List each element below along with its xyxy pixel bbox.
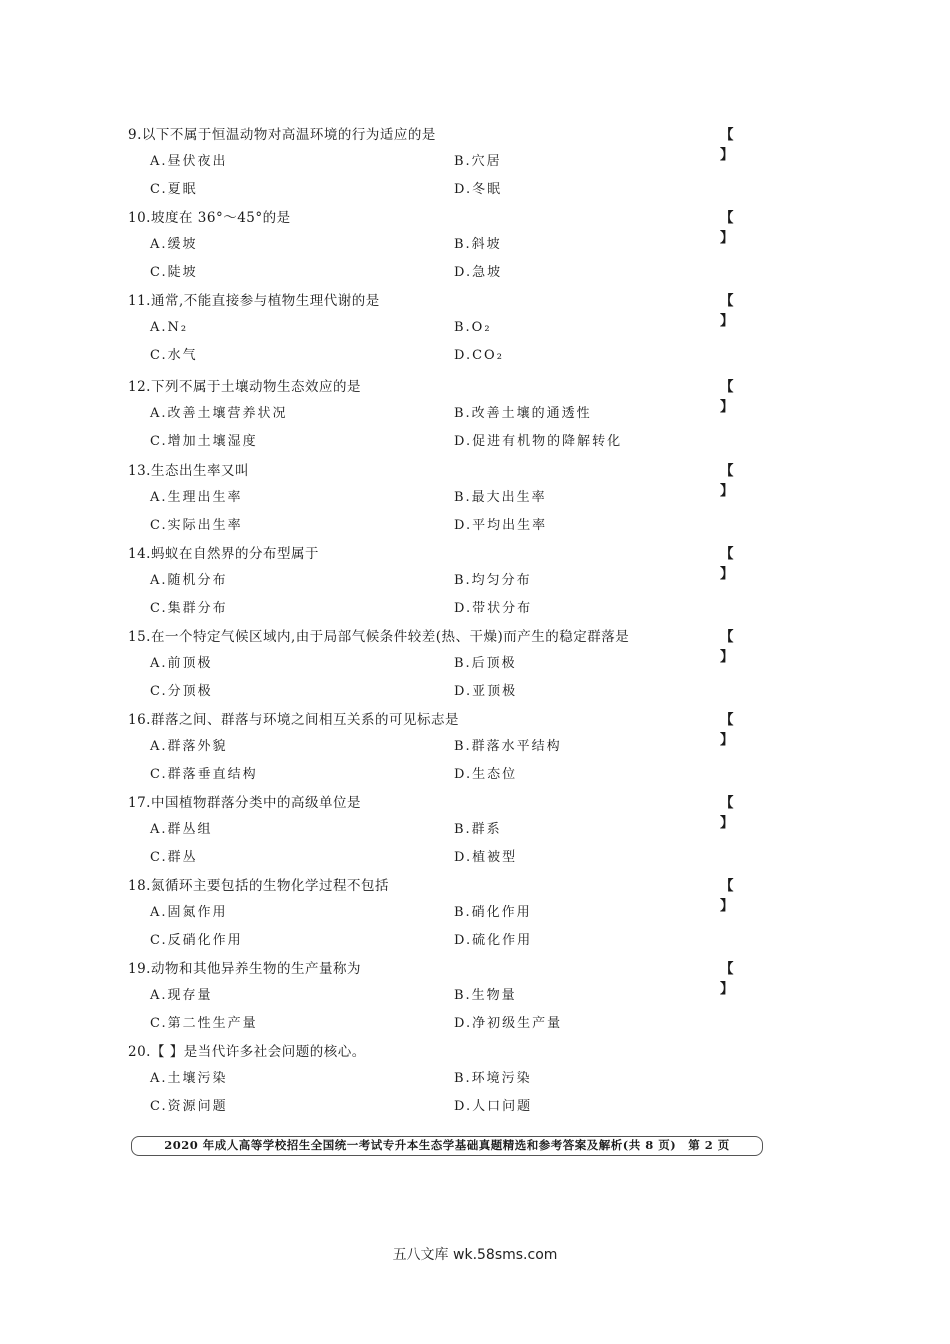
question-12 — [128, 377, 768, 461]
option-c: C.群丛 — [150, 850, 198, 865]
option-c: C.陡坡 — [150, 265, 198, 280]
option-b: B.均匀分布 — [454, 573, 532, 588]
answer-bracket: 【 】 — [720, 878, 752, 914]
question-stem: 15.在一个特定气候区域内,由于局部气候条件较差(热、干燥)而产生的稳定群落是 — [128, 629, 630, 645]
option-d: D.植被型 — [454, 850, 518, 865]
question-stem: 10.坡度在 36°～45°的是 — [128, 210, 291, 226]
option-c: C.分顶极 — [150, 684, 213, 699]
option-b: B.环境污染 — [454, 1071, 532, 1086]
option-b: B.斜坡 — [454, 237, 502, 252]
option-d: D.硫化作用 — [454, 933, 533, 948]
option-d: D.平均出生率 — [454, 518, 548, 533]
question-stem: 18.氮循环主要包括的生物化学过程不包括 — [128, 878, 389, 894]
option-c: C.增加土壤湿度 — [150, 434, 258, 449]
question-stem: 19.动物和其他异养生物的生产量称为 — [128, 961, 361, 977]
option-b: B.最大出生率 — [454, 490, 547, 505]
answer-bracket: 【 】 — [720, 379, 752, 415]
answer-bracket: 【 】 — [720, 127, 752, 163]
question-10 — [128, 208, 768, 292]
answer-bracket: 【 】 — [720, 293, 752, 329]
question-stem: 20.【 】是当代许多社会问题的核心。 — [128, 1044, 366, 1060]
question-19 — [128, 959, 768, 1043]
option-d: D.亚顶极 — [454, 684, 518, 699]
option-a: A.N₂ — [150, 320, 189, 335]
option-d: D.CO₂ — [454, 348, 504, 363]
answer-bracket: 【 】 — [720, 712, 752, 748]
option-a: A.昼伏夜出 — [150, 154, 228, 169]
question-16 — [128, 710, 768, 794]
option-c: C.资源问题 — [150, 1099, 228, 1114]
answer-bracket: 【 】 — [720, 210, 752, 246]
option-d: D.生态位 — [454, 767, 518, 782]
option-a: A.缓坡 — [150, 237, 198, 252]
answer-bracket: 【 】 — [720, 795, 752, 831]
option-a: A.群落外貌 — [150, 739, 228, 754]
question-17 — [128, 793, 768, 877]
option-b: B.生物量 — [454, 988, 517, 1003]
question-stem: 11.通常,不能直接参与植物生理代谢的是 — [128, 293, 380, 309]
question-14 — [128, 544, 768, 628]
question-13 — [128, 461, 768, 545]
option-a: A.现存量 — [150, 988, 213, 1003]
option-c: C.水气 — [150, 348, 198, 363]
site-watermark: 五八文库 wk.58sms.com — [392, 1247, 558, 1263]
option-b: B.后顶极 — [454, 656, 517, 671]
option-b: B.改善土壤的通透性 — [454, 406, 592, 421]
question-11 — [128, 291, 768, 375]
option-b: B.硝化作用 — [454, 905, 532, 920]
option-c: C.实际出生率 — [150, 518, 243, 533]
page-footer: 2020 年成人高等学校招生全国统一考试专升本生态学基础真题精选和参考答案及解析(共 8 页) 第 2 页 — [131, 1136, 763, 1156]
option-d: D.促进有机物的降解转化 — [454, 434, 623, 449]
question-stem: 9.以下不属于恒温动物对高温环境的行为适应的是 — [128, 127, 436, 143]
question-18 — [128, 876, 768, 960]
option-d: D.带状分布 — [454, 601, 533, 616]
question-9 — [128, 125, 768, 209]
option-c: C.夏眠 — [150, 182, 198, 197]
question-stem: 17.中国植物群落分类中的高级单位是 — [128, 795, 361, 811]
option-b: B.群系 — [454, 822, 502, 837]
option-b: B.穴居 — [454, 154, 502, 169]
option-d: D.人口问题 — [454, 1099, 533, 1114]
answer-bracket: 【 】 — [720, 546, 752, 582]
option-c: C.集群分布 — [150, 601, 228, 616]
option-a: A.前顶极 — [150, 656, 213, 671]
option-a: A.随机分布 — [150, 573, 228, 588]
option-d: D.净初级生产量 — [454, 1016, 563, 1031]
question-stem: 16.群落之间、群落与环境之间相互关系的可见标志是 — [128, 712, 459, 728]
option-a: A.生理出生率 — [150, 490, 243, 505]
answer-bracket: 【 】 — [720, 961, 752, 997]
option-c: C.反硝化作用 — [150, 933, 243, 948]
option-a: A.土壤污染 — [150, 1071, 228, 1086]
option-c: C.第二性生产量 — [150, 1016, 258, 1031]
question-stem: 13.生态出生率又叫 — [128, 463, 249, 479]
option-a: A.固氮作用 — [150, 905, 228, 920]
option-c: C.群落垂直结构 — [150, 767, 258, 782]
answer-bracket: 【 】 — [720, 629, 752, 665]
question-stem: 14.蚂蚁在自然界的分布型属于 — [128, 546, 319, 562]
option-b: B.O₂ — [454, 320, 492, 335]
question-20 — [128, 1042, 768, 1126]
option-d: D.冬眠 — [454, 182, 503, 197]
question-15 — [128, 627, 768, 711]
option-a: A.改善土壤营养状况 — [150, 406, 288, 421]
option-b: B.群落水平结构 — [454, 739, 562, 754]
question-stem: 12.下列不属于土壤动物生态效应的是 — [128, 379, 361, 395]
answer-bracket: 【 】 — [720, 463, 752, 499]
option-d: D.急坡 — [454, 265, 503, 280]
option-a: A.群丛组 — [150, 822, 213, 837]
